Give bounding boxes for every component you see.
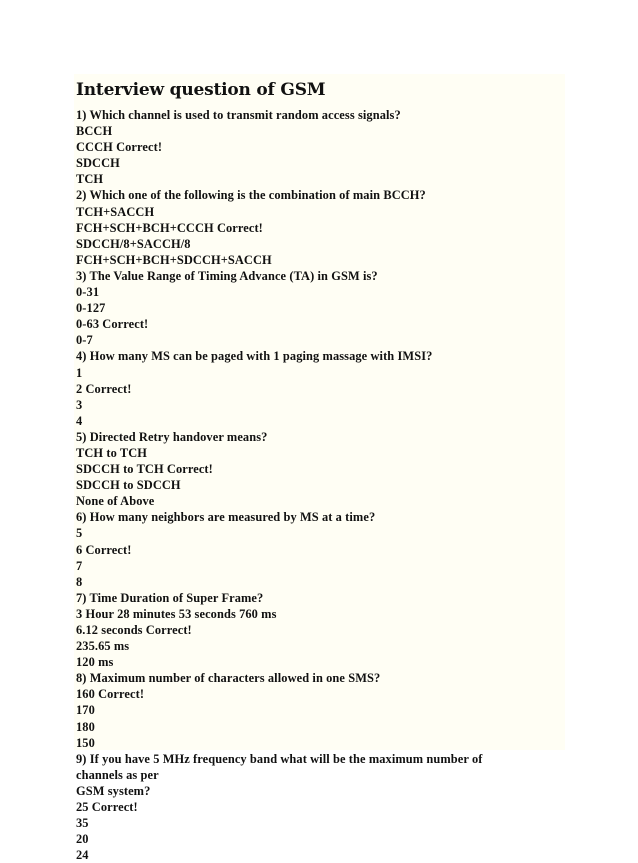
answer-line: 120 ms <box>76 655 114 670</box>
question-line: 1) Which channel is used to transmit random access signals? <box>76 108 401 122</box>
answer-line: 170 <box>76 703 95 718</box>
answer-line: TCH to TCH <box>76 445 147 460</box>
answer-line: SDCCH <box>76 156 120 171</box>
question-line: 6) How many neighbors are measured by MS at a time? <box>76 510 376 525</box>
answer-line: 180 <box>76 719 95 734</box>
answer-line: 0-31 <box>76 285 100 300</box>
answer-line: 2 Correct! <box>76 381 132 396</box>
answer-line: 0-63 Correct! <box>76 317 149 332</box>
answer-line: 150 <box>76 735 95 750</box>
question-line: 8) Maximum number of characters allowed in one SMS? <box>76 671 381 686</box>
answer-line: 4 <box>76 413 83 428</box>
answer-line: 7 <box>76 558 83 573</box>
document-content <box>74 74 565 863</box>
answer-line: 3 Hour 28 minutes 53 seconds 760 ms <box>76 606 277 621</box>
answer-line: 35 <box>76 816 89 831</box>
answer-line: SDCCH to TCH Correct! <box>76 462 213 477</box>
question-list <box>76 107 565 863</box>
question-line: 7) Time Duration of Super Frame? <box>76 590 264 605</box>
answer-line: SDCCH to SDCCH <box>76 478 181 493</box>
answer-line: GSM system? <box>76 783 151 798</box>
answer-line: 0-127 <box>76 301 106 316</box>
answer-line: 24 <box>76 848 89 863</box>
answer-line: CCCH Correct! <box>76 140 163 155</box>
answer-line: 5 <box>76 526 83 541</box>
question-line: 9) If you have 5 MHz frequency band what will be the maximum number of <box>76 751 483 766</box>
answer-line: 8 <box>76 574 83 589</box>
answer-line: 0-7 <box>76 333 93 348</box>
question-line: 2) Which one of the following is the combination of main BCCH? <box>76 188 426 203</box>
document-title: Interview question of GSM <box>76 80 326 100</box>
question-line: 5) Directed Retry handover means? <box>76 429 268 444</box>
answer-line: FCH+SCH+BCH+SDCCH+SACCH <box>76 252 272 267</box>
answer-line: 6 Correct! <box>76 542 132 557</box>
question-line: 4) How many MS can be paged with 1 paging massage with IMSI? <box>76 349 433 364</box>
answer-line: None of Above <box>76 494 155 509</box>
answer-line: BCCH <box>76 124 113 139</box>
question-line: 3) The Value Range of Timing Advance (TA) in GSM is? <box>76 268 378 283</box>
answer-line: 3 <box>76 397 83 412</box>
answer-line: 20 <box>76 832 89 847</box>
answer-line: 25 Correct! <box>76 800 138 815</box>
answer-line: channels as per <box>76 767 159 782</box>
answer-line: SDCCH/8+SACCH/8 <box>76 236 191 251</box>
answer-line: 6.12 seconds Correct! <box>76 623 192 637</box>
answer-line: TCH+SACCH <box>76 204 155 219</box>
answer-line: 1 <box>76 365 83 380</box>
answer-line: FCH+SCH+BCH+CCCH Correct! <box>76 220 263 235</box>
answer-line: 160 Correct! <box>76 687 145 702</box>
answer-line: 235.65 ms <box>76 639 130 654</box>
answer-line: TCH <box>76 172 104 187</box>
